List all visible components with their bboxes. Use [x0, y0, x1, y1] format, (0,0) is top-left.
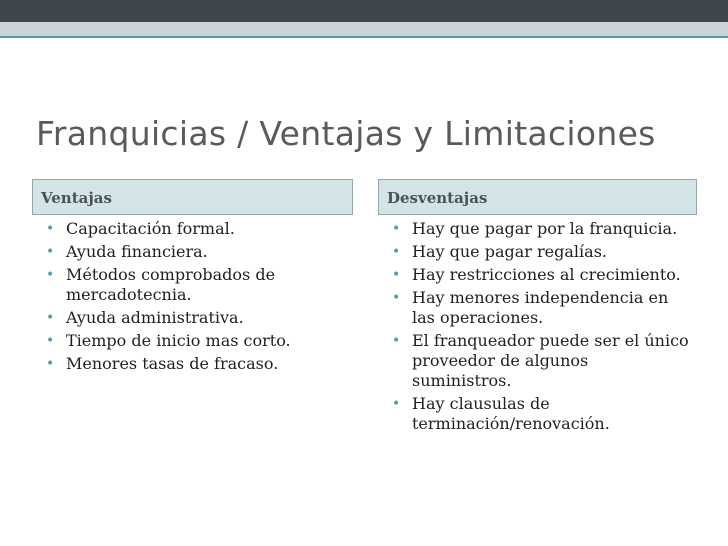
top-accent-line [0, 36, 728, 38]
bullet-icon: • [392, 267, 401, 283]
list-item-text: Ayuda administrativa. [66, 308, 244, 327]
desventajas-list [392, 219, 692, 437]
list-item [392, 265, 692, 285]
list-item [392, 242, 692, 262]
list-item-text: Hay menores independencia en las operaciones. [412, 288, 669, 327]
list-item [392, 219, 692, 239]
bullet-icon: • [46, 221, 55, 237]
ventajas-list [46, 219, 346, 377]
desventajas-header: Desventajas [378, 179, 697, 215]
list-item-text: Hay restricciones al crecimiento. [412, 265, 681, 284]
bullet-icon: • [46, 267, 55, 283]
bullet-icon: • [392, 244, 401, 260]
list-item-text: Ayuda financiera. [66, 242, 208, 261]
list-item-text: Tiempo de inicio mas corto. [66, 331, 291, 350]
list-item-text: Hay que pagar regalías. [412, 242, 607, 261]
bullet-icon: • [392, 221, 401, 237]
top-dark-band [0, 0, 728, 22]
list-item [392, 331, 692, 391]
list-item-text: Menores tasas de fracaso. [66, 354, 279, 373]
list-item [46, 308, 346, 328]
list-item [46, 331, 346, 351]
list-item-text: Hay clausulas de terminación/renovación. [412, 394, 610, 433]
bullet-icon: • [46, 356, 55, 372]
ventajas-header: Ventajas [32, 179, 353, 215]
list-item [392, 394, 692, 434]
list-item [46, 265, 346, 305]
bullet-icon: • [46, 310, 55, 326]
list-item [46, 354, 346, 374]
list-item-text: El franqueador puede ser el único proveedor de algunos suministros. [412, 331, 689, 390]
bullet-icon: • [392, 333, 401, 349]
list-item [392, 288, 692, 328]
list-item-text: Métodos comprobados de mercadotecnia. [66, 265, 276, 304]
list-item [46, 219, 346, 239]
bullet-icon: • [392, 396, 401, 412]
list-item [46, 242, 346, 262]
top-light-stripe [0, 22, 728, 36]
list-item-text: Hay que pagar por la franquicia. [412, 219, 678, 238]
list-item-text: Capacitación formal. [66, 219, 235, 238]
bullet-icon: • [46, 244, 55, 260]
bullet-icon: • [46, 333, 55, 349]
bullet-icon: • [392, 290, 401, 306]
slide-title: Franquicias / Ventajas y Limitaciones [36, 114, 656, 153]
